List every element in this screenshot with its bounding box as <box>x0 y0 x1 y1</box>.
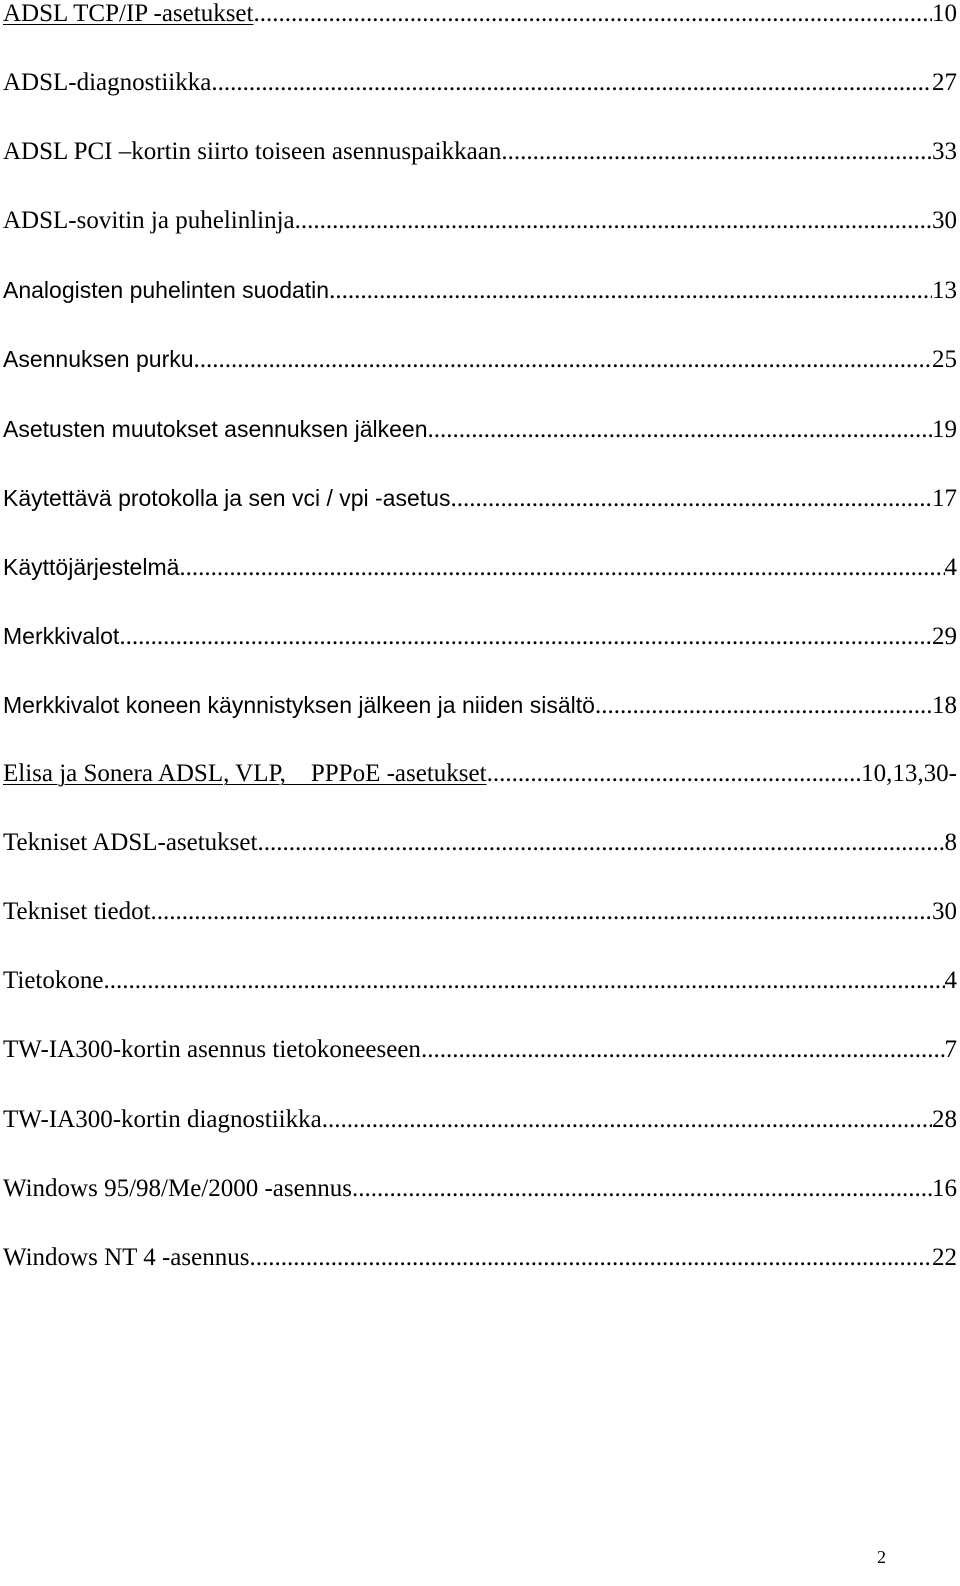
dot-leader <box>257 829 944 857</box>
index-page-ref: 22 <box>932 1243 957 1271</box>
index-term: TW-IA300-kortin diagnostiikka <box>3 1105 322 1133</box>
index-page-ref: 4 <box>944 967 957 995</box>
index-entry <box>3 207 957 276</box>
index-term: Merkkivalot <box>3 622 120 649</box>
index-entry <box>3 69 957 138</box>
dot-leader <box>352 1175 932 1203</box>
dot-leader <box>194 346 932 374</box>
dot-leader <box>179 554 944 582</box>
index-entry <box>3 829 957 898</box>
index-entry <box>3 691 957 760</box>
dot-leader <box>329 277 932 305</box>
index-term: Tekniset tiedot <box>3 898 151 926</box>
index-page-ref: 25 <box>932 346 957 374</box>
index-term: Asetusten muutokset asennuksen jälkeen <box>3 415 428 442</box>
index-page-ref: 30 <box>932 207 957 235</box>
dot-leader <box>119 623 932 651</box>
dot-leader <box>421 1036 945 1064</box>
index-entry <box>3 0 957 69</box>
index-entry <box>3 1244 957 1313</box>
dot-leader <box>295 207 932 235</box>
index-page-ref: 33 <box>932 138 957 166</box>
index-term: TW-IA300-kortin asennus tietokoneeseen <box>3 1036 421 1064</box>
index-term: Analogisten puhelinten suodatin <box>3 277 330 304</box>
index-term: Käytettävä protokolla ja sen vci / vpi -asetus <box>3 484 451 511</box>
dot-leader <box>487 760 862 788</box>
index-term: Tietokone <box>3 967 104 995</box>
index-page-ref: 4 <box>944 553 957 581</box>
index-page-ref: 10 <box>932 0 957 27</box>
index-entry <box>3 138 957 207</box>
index-term: Elisa ja Sonera ADSL, VLP, PPPoE -asetukset <box>3 760 487 788</box>
index-term: Asennuksen purku <box>3 346 194 373</box>
index-entry <box>3 484 957 553</box>
index-page-ref: 30 <box>932 898 957 926</box>
index-page-ref: 18 <box>932 691 957 719</box>
dot-leader <box>428 416 933 444</box>
index-page-ref: 29 <box>932 622 957 650</box>
index-page-ref: 28 <box>932 1105 957 1133</box>
index-term: Käyttöjärjestelmä <box>3 553 180 580</box>
index-page-ref: 13 <box>932 277 957 305</box>
dot-leader <box>501 138 932 166</box>
index-term: ADSL PCI –kortin siirto toiseen asennuspaikkaan <box>3 138 502 166</box>
index-page-ref: 17 <box>932 484 957 512</box>
index-page-ref: 7 <box>944 1036 957 1064</box>
index-entry <box>3 1175 957 1244</box>
page-number: 2 <box>877 1547 886 1567</box>
index-term: Windows 95/98/Me/2000 -asennus <box>3 1174 352 1202</box>
dot-leader <box>211 69 932 97</box>
dot-leader <box>450 485 932 513</box>
index-entry <box>3 553 957 622</box>
index-page-ref: 19 <box>932 415 957 443</box>
index-entry <box>3 760 957 829</box>
index-entry <box>3 1106 957 1175</box>
index-page-ref: 27 <box>932 69 957 97</box>
index-entry <box>3 622 957 691</box>
index-term: Windows NT 4 -asennus <box>3 1243 250 1271</box>
dot-leader <box>103 967 944 995</box>
index-list <box>3 0 957 1313</box>
index-term: ADSL TCP/IP -asetukset <box>3 0 254 27</box>
dot-leader <box>322 1106 932 1134</box>
index-term: ADSL-diagnostiikka <box>3 69 212 97</box>
index-term: ADSL-sovitin ja puhelinlinja <box>3 207 295 235</box>
index-entry <box>3 1036 957 1105</box>
index-term: Merkkivalot koneen käynnistyksen jälkeen ja niiden sisältö <box>3 691 595 718</box>
dot-leader <box>595 692 932 720</box>
index-page-ref: 8 <box>944 829 957 857</box>
index-entry <box>3 415 957 484</box>
index-entry <box>3 898 957 967</box>
index-term: Tekniset ADSL-asetukset <box>3 829 258 857</box>
index-entry <box>3 345 957 414</box>
dot-leader <box>249 1244 932 1272</box>
index-entry <box>3 967 957 1036</box>
index-entry <box>3 276 957 345</box>
index-page-ref: 10,13,30- <box>861 760 957 788</box>
dot-leader <box>253 0 932 28</box>
index-page-ref: 16 <box>932 1174 957 1202</box>
dot-leader <box>151 898 932 926</box>
